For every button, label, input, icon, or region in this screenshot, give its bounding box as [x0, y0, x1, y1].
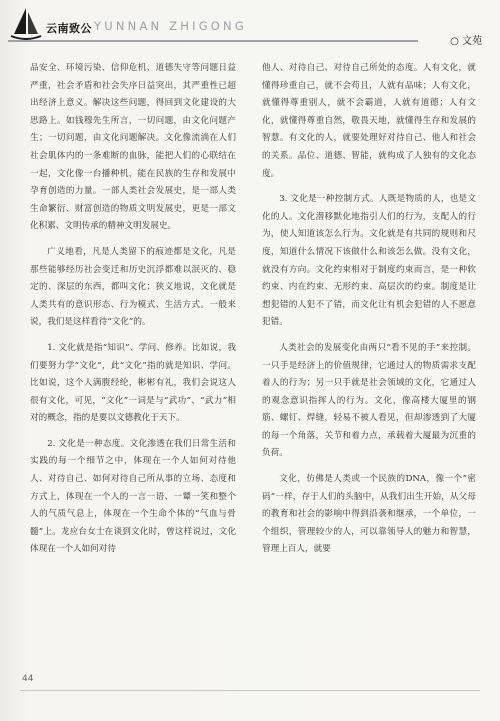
- circle-bullet-icon: ○: [450, 36, 462, 47]
- section-label: 文苑: [462, 36, 482, 47]
- paragraph: 文化，仿佛是人类或一个民族的DNA，像一个“密码”一样，存于人们的头脑中，从我们出生开始，从父母的教育和社会的影响中得到沿袭和继承，一个单位，一个组织，管理较少的人，可以靠领导人的魅力和智慧，管理上百人，就要: [262, 474, 476, 555]
- page-number: 44: [22, 674, 34, 684]
- paragraph: 人类社会的发展变化由两只“看不见的手”来控制。一只手是经济上的价值规律，它通过人的物质需求支配着人的行为；另一只手就是社会领域的文化，它通过人的观念意识指挥人的行为。文化，像高楼大厦里的钢筋、螺钉、焊缝，轻易不被人看见，但却渗透到了大厦的每一个角落，关节和着力点，承载着大厦最为沉重的负荷。: [262, 342, 476, 459]
- paragraph: 1. 文化就是指“知识”、学问、修养。比如说，我们要努力学“文化”，此“文化”指的就是知识、学问。比如说，这个人满腹经纶，彬彬有礼，我们会说这人很有文化，可见，“文化”一词是与“武功”、“武力”相对的概念，指的是要以文德教化于天下。: [30, 342, 236, 424]
- sailboat-logo-icon: [8, 6, 44, 42]
- paragraph: 品安全、环境污染、信仰危机、道德失守等问题日益严重，社会矛盾和社会失序日益突出，其严重性已超出经济上意义。解决这些问题，得回到文化建设的大思路上。如钱穆先生所言，一切问题，由文化问题产生；一切问题，由文化问题解决。文化像流淌在人们社会肌体内的一条难断的血脉，能把人们的心联结在一起，文化像一台播种机，能在民族的生存和发展中孕育创造的力量。一部人类社会发展史，是一部人类生命繁衍、财富创造的物质文明发展史，更是一部文化积累、文明传承的精神文明发展史。: [30, 63, 236, 232]
- header-divider: [8, 40, 418, 42]
- left-column: [30, 60, 236, 567]
- magazine-brand-cn: 云南致公: [46, 22, 92, 35]
- page-header: [0, 0, 500, 52]
- footer-divider: [20, 690, 480, 691]
- paragraph: 广义地看，凡是人类留下的痕迹都是文化，凡是那些能够经历社会变迁和历史沉浮都难以泯灭的、稳定的、深层的东西，都叫文化；狭义地说，文化就是人类共有的意识形态、行为模式、生活方式。一般来说，我们是这样看待“文化”的。: [30, 246, 236, 328]
- magazine-brand-en: YUNNAN ZHIGONG: [94, 19, 247, 33]
- paragraph: 3. 文化是一种控制方式。人既是物质的人，也是文化的人。文化潜移默化地指引人们的行为，支配人的行为，使人知道该怎么行为。文化就是有共同的规则和尺度，知道什么情况下该做什么和该怎么做。没有文化，就没有方向。文化约束相对于制度约束而言，是一种软约束、内在约束、无形约束、高层次的约束。制度是让想犯错的人犯不了错，而文化让有机会犯错的人不愿意犯错。: [262, 194, 476, 328]
- section-tag: [450, 32, 482, 47]
- paragraph: 2. 文化是一种态度。文化渗透在我们日常生活和实践的每一个细节之中，体现在一个人如何对待他人、对待自己、如何对待自己所从事的立场、态度和方式上，体现在一个人的一言一语、一颦一笑和整个人的气质气息上，体现在一个生命个体的“气血与骨髓”上。龙应台女士在谈到文化时，曾这样说过，文化体现在一个人如何对待: [30, 438, 236, 555]
- paragraph: 他人、对待自己、对待自己所处的态度。人有文化，就懂得珍重自己，就不会苟且，人就有品味；人有文化，就懂得尊重别人，就不会霸道，人就有道德；人有文化，就懂得尊重自然，敬畏天地，就懂得生存和发展的智慧。有文化的人，就要处理好对待自己、他人和社会的关系。品位、道德、智能，就构成了人独有的文化态度。: [262, 63, 476, 179]
- right-column: [262, 60, 476, 567]
